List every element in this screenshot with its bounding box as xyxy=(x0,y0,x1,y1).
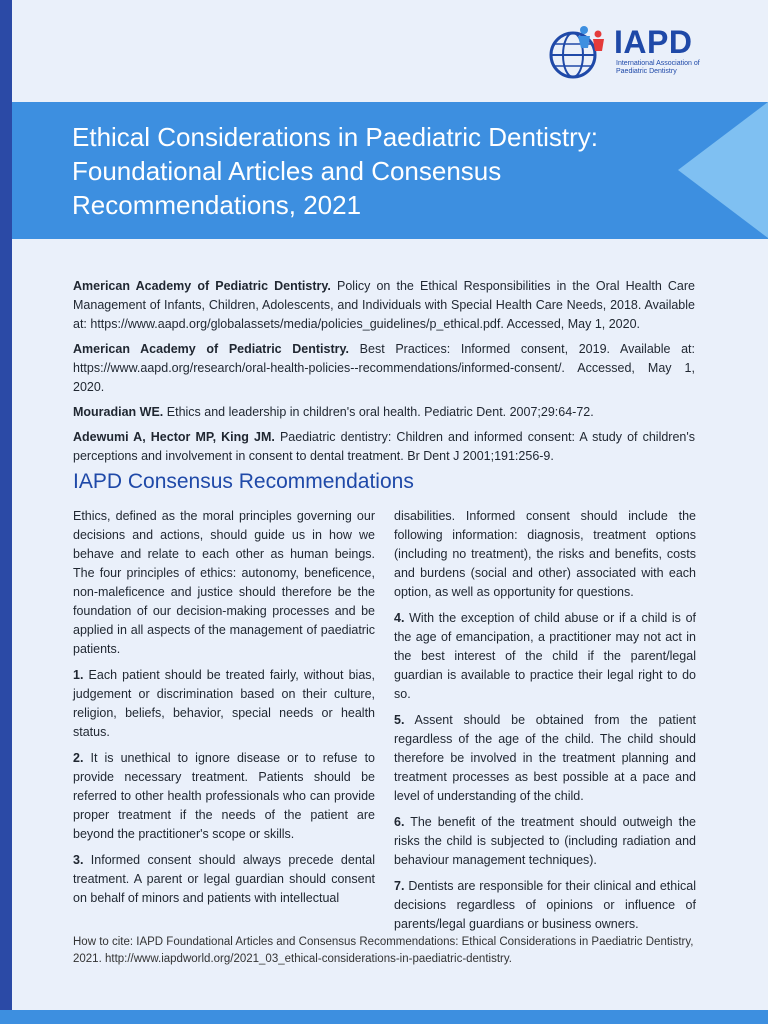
bottom-accent-bar xyxy=(0,1010,768,1024)
recommendation-number: 1. xyxy=(73,668,84,682)
recommendation-item xyxy=(394,711,696,806)
recommendation-item xyxy=(394,813,696,870)
recommendation-text: Informed consent should always precede dental treatment. A parent or legal guardian should consent on behalf of minors and patients with intellectual xyxy=(73,853,375,905)
page-title: Ethical Considerations in Paediatric Dentistry: Foundational Articles and Consensus Recommendations, 2021 xyxy=(72,122,599,220)
left-accent-bar xyxy=(0,0,12,1024)
recommendation-item xyxy=(73,666,375,742)
recommendation-number: 2. xyxy=(73,751,84,765)
section-title: IAPD Consensus Recommendations xyxy=(73,470,414,493)
globe-people-icon xyxy=(548,22,610,80)
recommendation-text: The benefit of the treatment should outweigh the risks the child is subjected to (including radiation and behaviour management techniques). xyxy=(394,815,696,867)
recommendation-number: 4. xyxy=(394,611,405,625)
recommendation-item xyxy=(73,851,375,908)
intro-paragraph: Ethics, defined as the moral principles governing our decisions and actions, should guide us in how we behave and relate to each other as human beings. The four principles of ethics: autonomy, beneficence, non-maleficence and justice should therefore be the foundation of our decision-making processes and be applied in all aspects of the management of paediatric patients. xyxy=(73,509,375,656)
reference-author: American Academy of Pediatric Dentistry. xyxy=(73,279,331,293)
recommendation-text: Each patient should be treated fairly, without bias, judgement or discrimination based on their culture, religion, beliefs, behavior, special needs or health status. xyxy=(73,668,375,739)
banner-triangle-accent xyxy=(678,102,768,238)
reference-item xyxy=(73,428,695,466)
reference-author: Adewumi A, Hector MP, King JM. xyxy=(73,430,275,444)
recommendation-text: Assent should be obtained from the patient regardless of the age of the child. The child should therefore be involved in the treatment planning and treatment processes as best possible at a pace and level of understanding of the child. xyxy=(394,713,696,803)
reference-author: Mouradian WE. xyxy=(73,405,164,419)
recommendation-number: 3. xyxy=(73,853,84,867)
citation-note: How to cite: IAPD Foundational Articles and Consensus Recommendations: Ethical Considerations in Paediatric Dentistry, 2021. http://www.iapdworld.org/2021_03_ethical-considerations-in-paediatric-dentistry. xyxy=(73,936,694,965)
reference-item xyxy=(73,277,695,334)
iapd-logo[interactable] xyxy=(548,22,708,82)
title-banner xyxy=(12,102,768,239)
recommendation-text: disabilities. Informed consent should include the following information: diagnosis, treatment options (including no treatment), the risks and benefits, costs and burdens (social and other) associated with each option, as well as opportunity for questions. xyxy=(394,509,696,599)
reference-author: American Academy of Pediatric Dentistry. xyxy=(73,342,350,356)
reference-item xyxy=(73,403,695,422)
recommendations-left-column xyxy=(73,507,375,915)
references-list xyxy=(73,277,695,472)
reference-text: Ethics and leadership in children's oral health. Pediatric Dent. 2007;29:64-72. xyxy=(163,405,594,419)
reference-text: Paediatric dentistry: Children and informed consent: A study of children's perceptions and involvement in consent to dental treatment. Br Dent J 2001;191:256-9. xyxy=(73,430,695,463)
recommendation-text: With the exception of child abuse or if a child is of the age of emancipation, a practitioner may not act in the best interest of the child if the parent/legal guardian is available to practice their legal right to do so. xyxy=(394,611,696,701)
recommendation-number: 6. xyxy=(394,815,405,829)
logo-subtitle: International Association of Paediatric Dentistry xyxy=(616,60,700,75)
recommendations-right-column xyxy=(394,507,696,941)
recommendation-number: 7. xyxy=(394,879,405,893)
recommendation-item xyxy=(394,609,696,704)
recommendation-item xyxy=(73,749,375,844)
reference-text: Best Practices: Informed consent, 2019. Available at: https://www.aapd.org/research/oral-health-policies--recommendations/informed-consent/. Accessed, May 1, 2020. xyxy=(73,342,695,394)
recommendation-item xyxy=(394,877,696,934)
recommendation-text: It is unethical to ignore disease or to refuse to provide necessary treatment. Patients should be referred to other health professionals who can provide proper treatment if the needs of the patient are beyond the practitioner's scope or skills. xyxy=(73,751,375,841)
recommendation-continuation xyxy=(394,507,696,602)
recommendation-number: 5. xyxy=(394,713,405,727)
reference-text: Policy on the Ethical Responsibilities in the Oral Health Care Management of Infants, Children, Adolescents, and Individuals with Special Health Care Needs, 2018. Available at: https://www.aapd.org/globalassets/media/policies_guidelines/p_ethical.pdf. Accessed, May 1, 2020. xyxy=(73,279,695,331)
reference-item xyxy=(73,340,695,397)
recommendation-text: Dentists are responsible for their clinical and ethical decisions regardless of opinions or influence of parents/legal guardians or business owners. xyxy=(394,879,696,931)
logo-wordmark: IAPD xyxy=(614,24,693,60)
